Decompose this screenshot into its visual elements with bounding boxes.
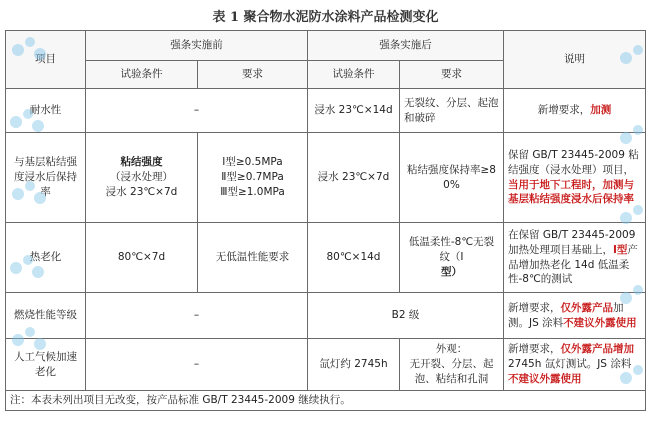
- note-text: 在保留 GB/T 23445-2009 加热处理项目基础上，: [508, 228, 636, 256]
- condition-line: （浸水处理）: [110, 171, 173, 184]
- after-condition-cell: 80℃×14d: [308, 223, 400, 293]
- note-cell: [504, 133, 646, 223]
- note-highlight: 仅外露产品: [560, 301, 613, 314]
- table-row-burning-grade: [6, 293, 646, 339]
- note-highlight: 仅外露产品增加: [560, 343, 634, 356]
- note-highlight: 当用于地下工程时，加测与基层粘结强度浸水后保持率: [508, 178, 634, 206]
- table-row-water-resistance: [6, 89, 646, 133]
- requirement-line: 外观：: [435, 343, 468, 356]
- note-text: 新增要求，: [508, 343, 561, 356]
- header-before: 强条实施前: [86, 31, 308, 61]
- condition-line: 浸水 23℃×7d: [105, 185, 178, 198]
- after-condition-cell: 浸水 23℃×14d: [308, 89, 400, 133]
- header-note: 说明: [504, 31, 646, 89]
- requirement-line: Ⅱ型≥0.7MPa: [221, 171, 284, 184]
- condition-line: 粘结强度: [120, 156, 163, 169]
- header-item: 项目: [6, 31, 86, 89]
- before-requirement-cell: 无低温性能要求: [198, 223, 308, 293]
- table-caption: 表 1 聚合物水泥防水涂料产品检测变化: [212, 10, 439, 25]
- before-merged-cell: –: [86, 339, 308, 391]
- header-after: 强条实施后: [308, 31, 504, 61]
- table-row-bond-strength: [6, 133, 646, 223]
- table-row-footnote: [6, 391, 646, 411]
- header-after-requirement: 要求: [400, 61, 504, 89]
- before-condition-cell: 80℃×7d: [86, 223, 198, 293]
- before-merged-cell: –: [86, 293, 308, 339]
- before-condition-cell: [86, 133, 198, 223]
- item-cell: 热老化: [6, 223, 86, 293]
- note-highlight: 不建议外露使用: [563, 316, 637, 329]
- header-before-requirement: 要求: [198, 61, 308, 89]
- note-highlight: 不建议外露使用: [508, 372, 582, 385]
- after-requirement-cell: 无裂纹、分层、起泡和破碎: [400, 89, 504, 133]
- note-cell: [504, 339, 646, 391]
- item-cell: 与基层粘结强度浸水后保持率: [6, 133, 86, 223]
- footnote: 注：本表未列出项目无改变，按产品标准 GB/T 23445-2009 继续执行。: [6, 391, 646, 411]
- table-row-heat-aging: [6, 223, 646, 293]
- note-text: 加测。JS 涂料: [508, 301, 624, 329]
- after-requirement-cell: [400, 339, 504, 391]
- after-condition-cell: 氙灯约 2745h: [308, 339, 400, 391]
- note-text: 保留 GB/T 23445-2009 粘结强度（浸水处理）项目，: [508, 148, 639, 176]
- comparison-table: [5, 30, 646, 411]
- note-text: 新增要求，: [508, 301, 561, 314]
- note-cell: [504, 293, 646, 339]
- after-merged-cell: B2 级: [308, 293, 504, 339]
- note-highlight: 加测: [590, 104, 612, 117]
- requirement-line: Ⅰ型≥0.5MPa: [222, 156, 283, 169]
- note-text: 2745h 氙灯测试。JS 涂料: [508, 358, 632, 371]
- requirement-line: Ⅲ型≥1.0MPa: [220, 185, 285, 198]
- header-row-1: [6, 31, 646, 61]
- before-merged-cell: –: [86, 89, 308, 133]
- after-requirement-cell: 粘结强度保持率≥80%: [400, 133, 504, 223]
- note-cell: [504, 223, 646, 293]
- item-cell: 人工气候加速老化: [6, 339, 86, 391]
- header-after-condition: 试验条件: [308, 61, 400, 89]
- requirement-line: 型）: [441, 265, 462, 278]
- table-row-artificial-weathering: [6, 339, 646, 391]
- note-text: 产品增加热老化 14d 低温柔性-8℃的测试: [508, 243, 638, 286]
- note-highlight: Ⅰ型: [613, 243, 628, 256]
- after-requirement-cell: [400, 223, 504, 293]
- note-cell: [504, 89, 646, 133]
- requirement-line: 低温柔性-8℃无裂纹（Ⅰ: [408, 236, 495, 264]
- note-text: 新增要求，: [537, 104, 591, 117]
- requirement-line: 无开裂、分层、起泡、粘结和孔洞: [409, 358, 494, 385]
- item-cell: 燃烧性能等级: [6, 293, 86, 339]
- header-before-condition: 试验条件: [86, 61, 198, 89]
- after-condition-cell: 浸水 23℃×7d: [308, 133, 400, 223]
- before-requirement-cell: [198, 133, 308, 223]
- item-cell: 耐水性: [6, 89, 86, 133]
